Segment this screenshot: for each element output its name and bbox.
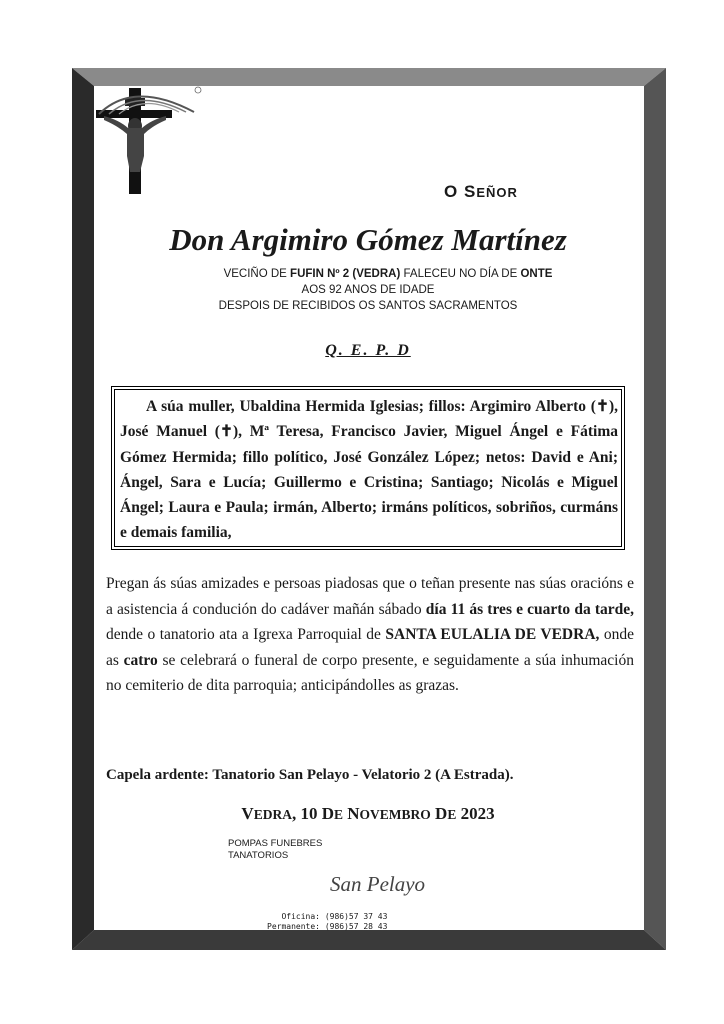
deceased-name: Don Argimiro Gómez Martínez [169,222,567,257]
chapel-info: Capela ardente: Tanatorio San Pelayo - Velatorio 2 (A Estrada). [106,767,514,783]
rip-abbreviation: Q. E. P. D [325,342,411,359]
funeral-home-services: POMPAS FUNEBRES TANATORIOS [228,838,323,861]
family-text: A súa muller, Ubaldina Hermida Iglesias; fillos: Argimiro Alberto (✝), José Manuel (✝), Mª Teresa, Francisco Javier, Miguel Ángel e Fátima Gómez Hermida; fillo político, José González López; netos: David e Ani; Ángel, Sara e Lucía; Guillermo e Cristina; Santiago; Nicolás e Miguel Ángel; Laura e Paula; irmán, Alberto; irmáns políticos, sobriños, curmáns e demais familia, [120,398,618,542]
announcement-text: Pregan ás súas amizades e persoas piadosas que o teñan presente nas súas oracións e a asistencia á condución do cadáver mañán sábado día 11 ás tres e cuarto da tarde, dende o tanatorio ata a Igrexa Parroquial de SANTA EULALIA DE VEDRA, onde as catro se celebrará o funeral de corpo presente, e seguidamente a súa inhumación no cemiterio de dita parroquia; anticipándolles as grazas. [106,575,634,694]
permanent-phone-row: Permanente: (986)57 28 43 [267,922,388,931]
mourning-frame [72,68,666,950]
info-line-1: VECIÑO DE FUFIN Nº 2 (VEDRA) FALECEU NO DÍA DE ONTE [223,268,553,280]
notice-body [94,86,642,930]
funeral-home-logo-icon [94,86,204,116]
info-line-3: DESPOIS DE RECIBIDOS OS SANTOS SACRAMENTOS [218,300,518,312]
funeral-home-phones [254,912,387,932]
notice-date: VEDRA, 10 DE NOVEMBRO DE 2023 [241,804,495,823]
deceased-info [94,266,642,314]
funeral-home-brand: San Pelayo [330,872,426,896]
family-box [111,386,625,550]
office-phone-row: Oficina: (986)57 37 43 [281,912,388,921]
title-senor: O SEÑOR [444,182,518,201]
info-line-2: AOS 92 ANOS DE IDADE [301,284,435,296]
